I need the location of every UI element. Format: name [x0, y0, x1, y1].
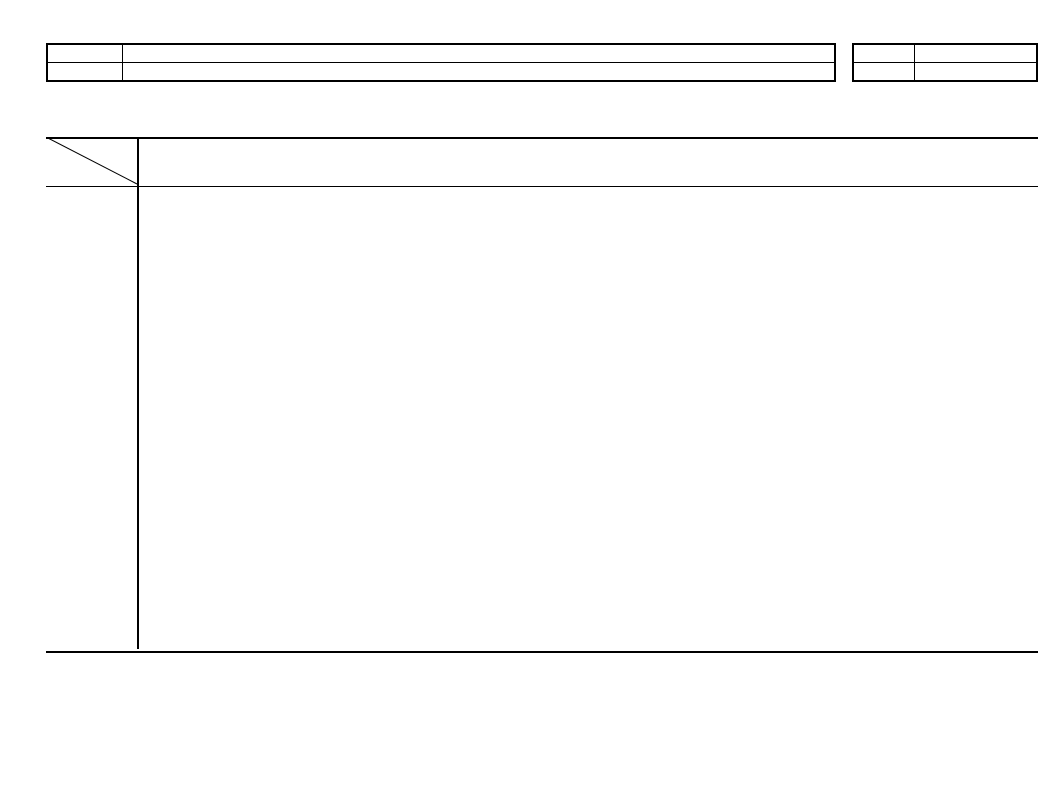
- corner-diagonal: [46, 137, 138, 185]
- period-label: [47, 63, 123, 82]
- form-value: [915, 63, 1038, 82]
- meta-left-box: [46, 43, 836, 82]
- meta-blank: [123, 44, 836, 63]
- form-label: [853, 63, 915, 82]
- meta-right-box: [852, 43, 1038, 82]
- period-desc: [123, 63, 836, 82]
- header-divider: [46, 186, 1038, 187]
- data-table: [46, 137, 1038, 653]
- label-column-divider: [137, 137, 139, 649]
- compiler-value: [915, 44, 1038, 63]
- compiler-label: [853, 44, 915, 63]
- public-label: [47, 44, 123, 63]
